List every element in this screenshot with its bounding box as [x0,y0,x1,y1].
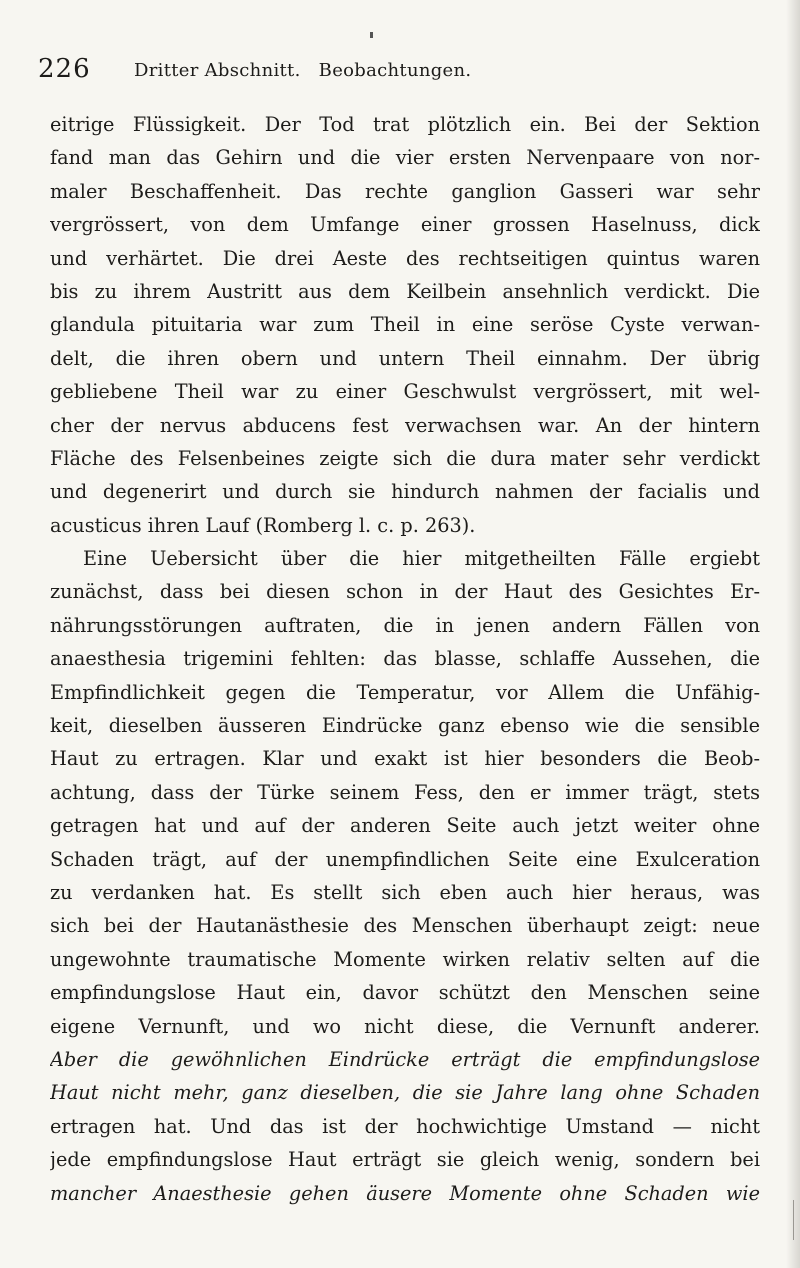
text-line: fand man das Gehirn und die vier ersten Nervenpaare von nor- [50,146,760,170]
text-line: und degenerirt und durch sie hindurch nahmen der facialis und [50,480,760,504]
text-line: Empfindlichkeit gegen die Temperatur, vor Allem die Unfähig- [50,680,760,704]
text-line: sich bei der Hautanästhesie des Menschen überhaupt zeigt: neue [50,914,760,938]
page-edge-line [793,1200,794,1240]
text-line: anaesthesia trigemini fehlten: das blasse, schlaffe Aussehen, die [50,647,760,671]
text-line: cher der nervus abducens fest verwachsen war. An der hintern [50,413,760,437]
text-line: eitrige Flüssigkeit. Der Tod trat plötzlich ein. Bei der Sektion [50,113,760,136]
text-line: eigene Vernunft, und wo nicht diese, die Vernunft anderer. [50,1014,760,1038]
text-line: Fläche des Felsenbeines zeigte sich die dura mater sehr verdickt [50,446,760,470]
text-line: getragen hat und auf der anderen Seite auch jetzt weiter ohne [50,814,760,838]
text-line: delt, die ihren obern und untern Theil einnahm. Der übrig [50,346,760,370]
text-line: gebliebene Theil war zu einer Geschwulst vergrössert, mit wel- [50,380,760,404]
text-line: Schaden trägt, auf der unempfindlichen Seite eine Exulceration [50,847,760,871]
text-line: bis zu ihrem Austritt aus dem Keilbein ansehnlich verdickt. Die [50,279,760,303]
text-line: zu verdanken hat. Es stellt sich eben auch hier heraus, was [50,880,760,904]
text-line: mancher Anaesthesie gehen äusere Momente ohne Schaden wie [50,1181,760,1205]
text-line: glandula pituitaria war zum Theil in eine seröse Cyste verwan- [50,313,760,337]
text-line: empfindungslose Haut ein, davor schützt den Menschen seine [50,981,760,1005]
text-line: ungewohnte traumatische Momente wirken relativ selten auf die [50,947,760,971]
text-line: Aber die gewöhnlichen Eindrücke erträgt die empfindungslose [50,1047,760,1071]
text-line: Haut nicht mehr, ganz dieselben, die sie Jahre lang ohne Schaden [50,1081,760,1105]
text-line: Haut zu ertragen. Klar und exakt ist hier besonders die Beob- [50,747,760,771]
text-line: keit, dieselben äusseren Eindrücke ganz ebenso wie die sensible [50,714,760,738]
text-line: Eine Uebersicht über die hier mitgetheilten Fälle ergiebt [83,547,760,571]
page-number: 226 [38,54,91,84]
page-edge-shadow [786,0,800,1268]
print-mark [370,32,373,38]
page-header [38,54,748,88]
text-line: maler Beschaffenheit. Das rechte ganglion Gasseri war sehr [50,179,760,203]
body-text [50,108,760,1210]
text-line: vergrössert, von dem Umfange einer grossen Haselnuss, dick [50,213,760,237]
text-line: acusticus ihren Lauf (Romberg l. c. p. 263). [50,513,476,537]
text-line: jede empfindungslose Haut erträgt sie gleich wenig, sondern bei [50,1148,760,1172]
text-line: zunächst, dass bei diesen schon in der Haut des Gesichtes Er- [50,580,760,604]
text-line: nährungsstörungen auftraten, die in jenen andern Fällen von [50,613,760,637]
text-line: achtung, dass der Türke seinem Fess, den er immer trägt, stets [50,780,760,804]
running-head: Dritter Abschnitt. Beobachtungen. [134,60,472,81]
text-line: und verhärtet. Die drei Aeste des rechtseitigen quintus waren [50,246,760,270]
text-line: ertragen hat. Und das ist der hochwichtige Umstand — nicht [50,1114,760,1138]
